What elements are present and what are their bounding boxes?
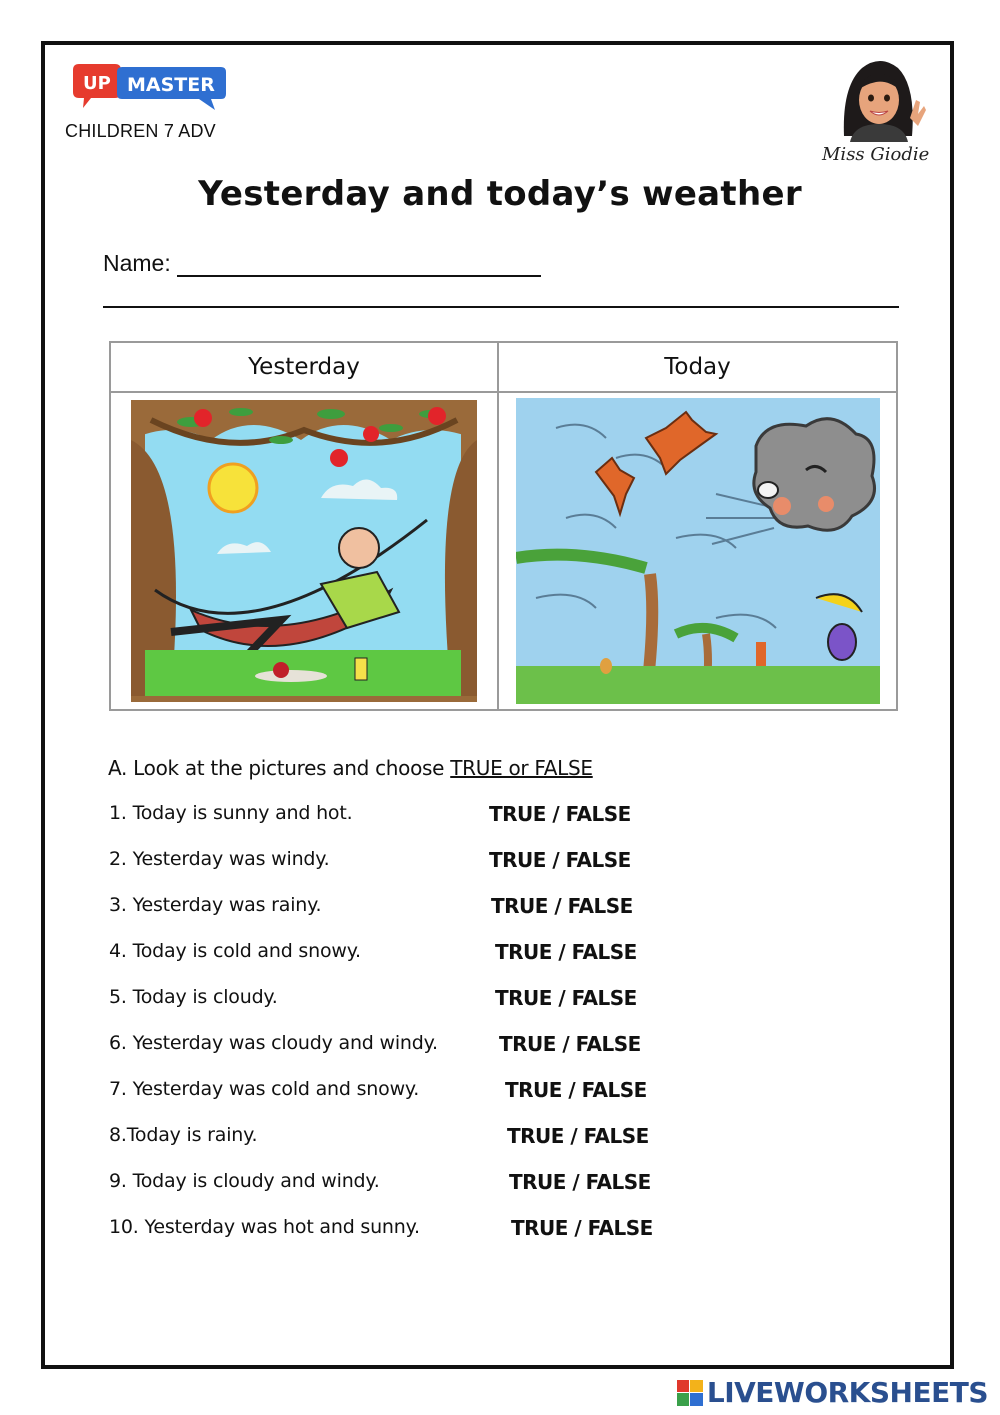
true-false-choice[interactable]: TRUE / FALSE (499, 1032, 641, 1056)
teacher-signature: Miss Giodie (822, 144, 930, 165)
logo-master-text: MASTER (127, 74, 215, 96)
question-text: 6. Yesterday was cloudy and windy. (109, 1032, 438, 1054)
brand-name: LIVEWORKSHEETS (706, 1376, 988, 1409)
class-level: CHILDREN 7 ADV (65, 121, 216, 141)
question-text: 10. Yesterday was hot and sunny. (109, 1216, 420, 1238)
page-title: Yesterday and today’s weather (198, 174, 802, 214)
name-line (177, 253, 541, 277)
true-false-choice[interactable]: TRUE / FALSE (489, 802, 631, 826)
question-item (109, 986, 669, 1016)
question-item (109, 1124, 669, 1154)
question-item (109, 802, 669, 832)
true-false-choice[interactable]: TRUE / FALSE (495, 940, 637, 964)
instruction-text (108, 756, 593, 780)
liveworksheets-logo-icon (677, 1380, 703, 1406)
question-text: 9. Today is cloudy and windy. (109, 1170, 380, 1192)
yesterday-header: Yesterday (110, 342, 498, 392)
liveworksheets-brand[interactable] (677, 1376, 988, 1409)
logo-up-text: UP (83, 73, 111, 94)
question-text: 8.Today is rainy. (109, 1124, 258, 1146)
question-item (109, 848, 669, 878)
question-text: 3. Yesterday was rainy. (109, 894, 322, 916)
question-text: 5. Today is cloudy. (109, 986, 278, 1008)
true-false-choice[interactable]: TRUE / FALSE (489, 848, 631, 872)
question-text: 1. Today is sunny and hot. (109, 802, 353, 824)
true-false-choice[interactable]: TRUE / FALSE (505, 1078, 647, 1102)
question-text: 2. Yesterday was windy. (109, 848, 330, 870)
up-master-logo (71, 62, 231, 114)
sunny-day-picture (131, 400, 477, 702)
instruction-prefix: A. Look at the pictures and choose (108, 756, 445, 780)
true-false-choice[interactable]: TRUE / FALSE (495, 986, 637, 1010)
today-header: Today (498, 342, 897, 392)
instruction-underlined: TRUE or FALSE (450, 756, 593, 780)
name-label: Name: (103, 250, 171, 276)
weather-pictures-table (109, 341, 898, 711)
question-item (109, 1216, 669, 1246)
teacher-avatar-icon (832, 56, 928, 142)
question-item (109, 1032, 669, 1062)
question-text: 4. Today is cold and snowy. (109, 940, 361, 962)
question-text: 7. Yesterday was cold and snowy. (109, 1078, 420, 1100)
true-false-choice[interactable]: TRUE / FALSE (507, 1124, 649, 1148)
true-false-choice[interactable]: TRUE / FALSE (509, 1170, 651, 1194)
question-item (109, 940, 669, 970)
true-false-choice[interactable]: TRUE / FALSE (491, 894, 633, 918)
name-field-row (103, 250, 541, 277)
question-item (109, 1078, 669, 1108)
writing-line (103, 306, 899, 308)
question-item (109, 1170, 669, 1200)
true-false-choice[interactable]: TRUE / FALSE (511, 1216, 653, 1240)
windy-day-picture (516, 398, 880, 704)
question-item (109, 894, 669, 924)
